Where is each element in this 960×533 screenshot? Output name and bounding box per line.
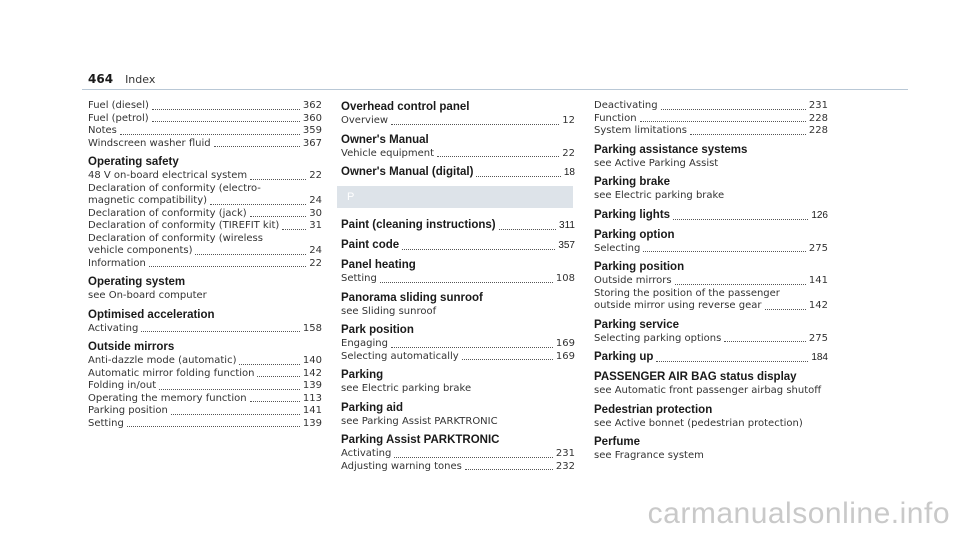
index-term: Pedestrian protection [594,403,713,416]
page-ref: 140 [302,355,322,366]
see-reference[interactable]: see Parking Assist PARKTRONIC [341,415,498,427]
index-subentry[interactable]: magnetic compatibility) 24 [88,195,322,206]
index-term: Panorama sliding sunroof [341,291,483,304]
index-entry-parking-brake [594,175,828,203]
see-reference[interactable]: see Electric parking brake [594,190,725,201]
page-ref: 357 [558,240,575,251]
index-entry-fuel-subs [88,100,322,150]
page-ref: 113 [302,392,322,404]
page-ref: 24 [309,245,322,256]
index-entry-park-position [341,323,575,363]
index-subentry[interactable]: System limitations 228 [594,125,828,136]
page-ref: 367 [302,137,322,149]
page-ref: 362 [302,100,322,111]
index-entry-parking-assist-cont [594,100,828,138]
index-column-1 [88,100,322,435]
index-entry-perfume [594,435,828,463]
index-subentry[interactable]: Deactivating 231 [594,100,828,111]
page-ref: 24 [309,195,322,206]
index-subentry[interactable]: Information 22 [88,257,322,269]
index-entry-parking-service [594,318,828,346]
index-entry-parking-assistance [594,143,828,171]
index-subentry[interactable]: Engaging 169 [341,338,575,349]
index-subentry[interactable]: Activating 158 [88,322,322,334]
index-subentry[interactable]: Parking position 141 [88,405,322,416]
index-entry-parking [341,368,575,396]
page-ref: 275 [808,242,828,254]
index-subentry[interactable]: Selecting automatically 169 [341,350,575,362]
see-reference[interactable]: see Sliding sunroof [341,305,437,317]
index-term-with-page[interactable]: Parking lights 126 [594,208,828,221]
index-subentry[interactable]: Setting 139 [88,417,322,429]
section-letter-bar [337,186,573,208]
index-entry-parking-lights [594,208,828,223]
index-subentry[interactable]: outside mirror using reverse gear 142 [594,300,828,311]
page-ref: 108 [555,273,575,284]
section-label: Index [125,73,156,86]
section-letter: P [347,191,355,203]
index-entry-outside-mirrors [88,340,322,430]
index-subentry[interactable]: vehicle components) 24 [88,245,322,256]
index-subentry[interactable]: Operating the memory function 113 [88,392,322,404]
index-subentry[interactable]: Selecting parking options 275 [594,332,828,344]
index-subentry[interactable]: Windscreen washer fluid 367 [88,137,322,149]
index-term-with-page[interactable]: Paint (cleaning instructions) 311 [341,219,575,231]
index-entry-panorama [341,291,575,319]
index-term-with-page[interactable]: Paint code 357 [341,239,575,251]
page-ref: 228 [808,125,828,136]
page-ref: 169 [555,338,575,349]
page-ref: 22 [309,257,322,269]
page-ref: 142 [302,367,322,379]
page-ref: 169 [555,350,575,362]
see-reference[interactable]: see On-board computer [88,290,207,301]
index-entry-panel-heating [341,258,575,286]
index-term: Parking position [594,261,685,273]
index-subentry[interactable]: Function 228 [594,112,828,124]
page-ref: 360 [302,112,322,124]
index-term: Park position [341,324,414,336]
see-reference[interactable]: see Active bonnet (pedestrian protection) [594,417,803,429]
index-term: Overhead control panel [341,101,470,113]
page-header [88,66,155,86]
index-subentry[interactable]: Activating 231 [341,448,575,459]
index-entry-operating-system [88,275,322,303]
page-ref: 231 [808,100,828,111]
index-term: Parking brake [594,176,671,188]
index-entry-optimised-acceleration [88,308,322,336]
page-ref: 311 [559,220,575,231]
page-ref: 275 [808,332,828,344]
index-subentry-line: Storing the position of the passenger [594,287,780,299]
header-divider [82,89,908,90]
index-column-2 [341,100,575,478]
page-ref: 18 [563,167,575,178]
see-reference[interactable]: see Automatic front passenger airbag shutoff [594,385,822,396]
index-entry-parking-aid [341,401,575,429]
index-term: Perfume [594,436,641,448]
index-entry-parking-option [594,228,828,256]
index-term: Operating safety [88,156,179,168]
index-term-with-page[interactable]: Owner's Manual (digital) 18 [341,166,575,178]
index-entry-parking-up [594,350,828,365]
page-ref: 142 [808,300,828,311]
index-entry-owners-manual-digital [341,165,575,180]
index-entry-paint-code [341,238,575,253]
index-term: Parking assistance systems [594,143,748,156]
index-term: Parking [341,369,384,381]
index-term-with-page[interactable]: Parking up 184 [594,351,828,363]
index-entry-overhead-control-panel [341,100,575,128]
page-ref: 139 [302,417,322,429]
index-subentry-line: Declaration of conformity (wireless [88,232,263,244]
index-term: Parking option [594,228,675,241]
index-subentry[interactable]: 48 V on-board electrical system 22 [88,170,322,181]
page-ref: 12 [562,115,575,126]
watermark: carmanualsonline.info [647,497,950,530]
index-entry-operating-safety [88,155,322,270]
index-subentry[interactable]: Vehicle equipment 22 [341,147,575,159]
index-subentry[interactable]: Adjusting warning tones 232 [341,460,575,472]
page-ref: 228 [808,112,828,124]
index-term: Owner's Manual [341,133,429,146]
index-entry-pedestrian-protection [594,403,828,431]
index-term: Parking aid [341,401,403,414]
index-subentry[interactable]: Fuel (petrol) 360 [88,112,322,124]
index-column-3 [594,100,828,468]
index-subentry[interactable]: Fuel (diesel) 362 [88,100,322,111]
page-ref: 31 [309,220,322,231]
index-subentry[interactable]: Automatic mirror folding function 142 [88,367,322,379]
page-ref: 22 [309,170,322,181]
index-subentry-line: Declaration of conformity (electro- [88,182,261,194]
index-term: Panel heating [341,259,416,271]
index-subentry[interactable]: Declaration of conformity (TIREFIT kit) 31 [88,220,322,231]
index-term: Operating system [88,276,186,288]
see-reference[interactable]: see Fragrance system [594,450,704,461]
page-ref: 30 [309,207,322,219]
index-term: Outside mirrors [88,341,175,353]
index-subentry[interactable]: Folding in/out 139 [88,380,322,391]
index-subentry[interactable]: Notes 359 [88,125,322,136]
index-term: Parking service [594,318,680,331]
index-entry-paint-cleaning [341,218,575,233]
see-reference[interactable]: see Active Parking Assist [594,157,719,169]
index-subentry[interactable]: Overview 12 [341,115,575,126]
page-ref: 126 [811,209,828,221]
page-ref: 231 [555,448,575,459]
index-subentry[interactable]: Outside mirrors 141 [594,275,828,286]
page-number: 464 [88,72,114,86]
page-ref: 141 [808,275,828,286]
index-subentry[interactable]: Selecting 275 [594,242,828,254]
index-term: Parking Assist PARKTRONIC [341,434,500,446]
index-subentry[interactable]: Setting 108 [341,273,575,284]
index-subentry[interactable]: Declaration of conformity (jack) 30 [88,207,322,219]
index-entry-owners-manual [341,133,575,161]
page-ref: 184 [811,352,828,363]
index-entry-passenger-airbag [594,370,828,398]
page-ref: 232 [555,460,575,472]
page-ref: 158 [302,322,322,334]
index-term: PASSENGER AIR BAG status display [594,371,797,383]
page-ref: 139 [302,380,322,391]
index-entry-parking-position [594,260,828,313]
index-entry-parking-assist [341,433,575,473]
page-ref: 141 [302,405,322,416]
index-term: Optimised acceleration [88,308,215,321]
page-ref: 22 [562,147,575,159]
page-ref: 359 [302,125,322,136]
see-reference[interactable]: see Electric parking brake [341,383,472,394]
index-subentry[interactable]: Anti-dazzle mode (automatic) 140 [88,355,322,366]
